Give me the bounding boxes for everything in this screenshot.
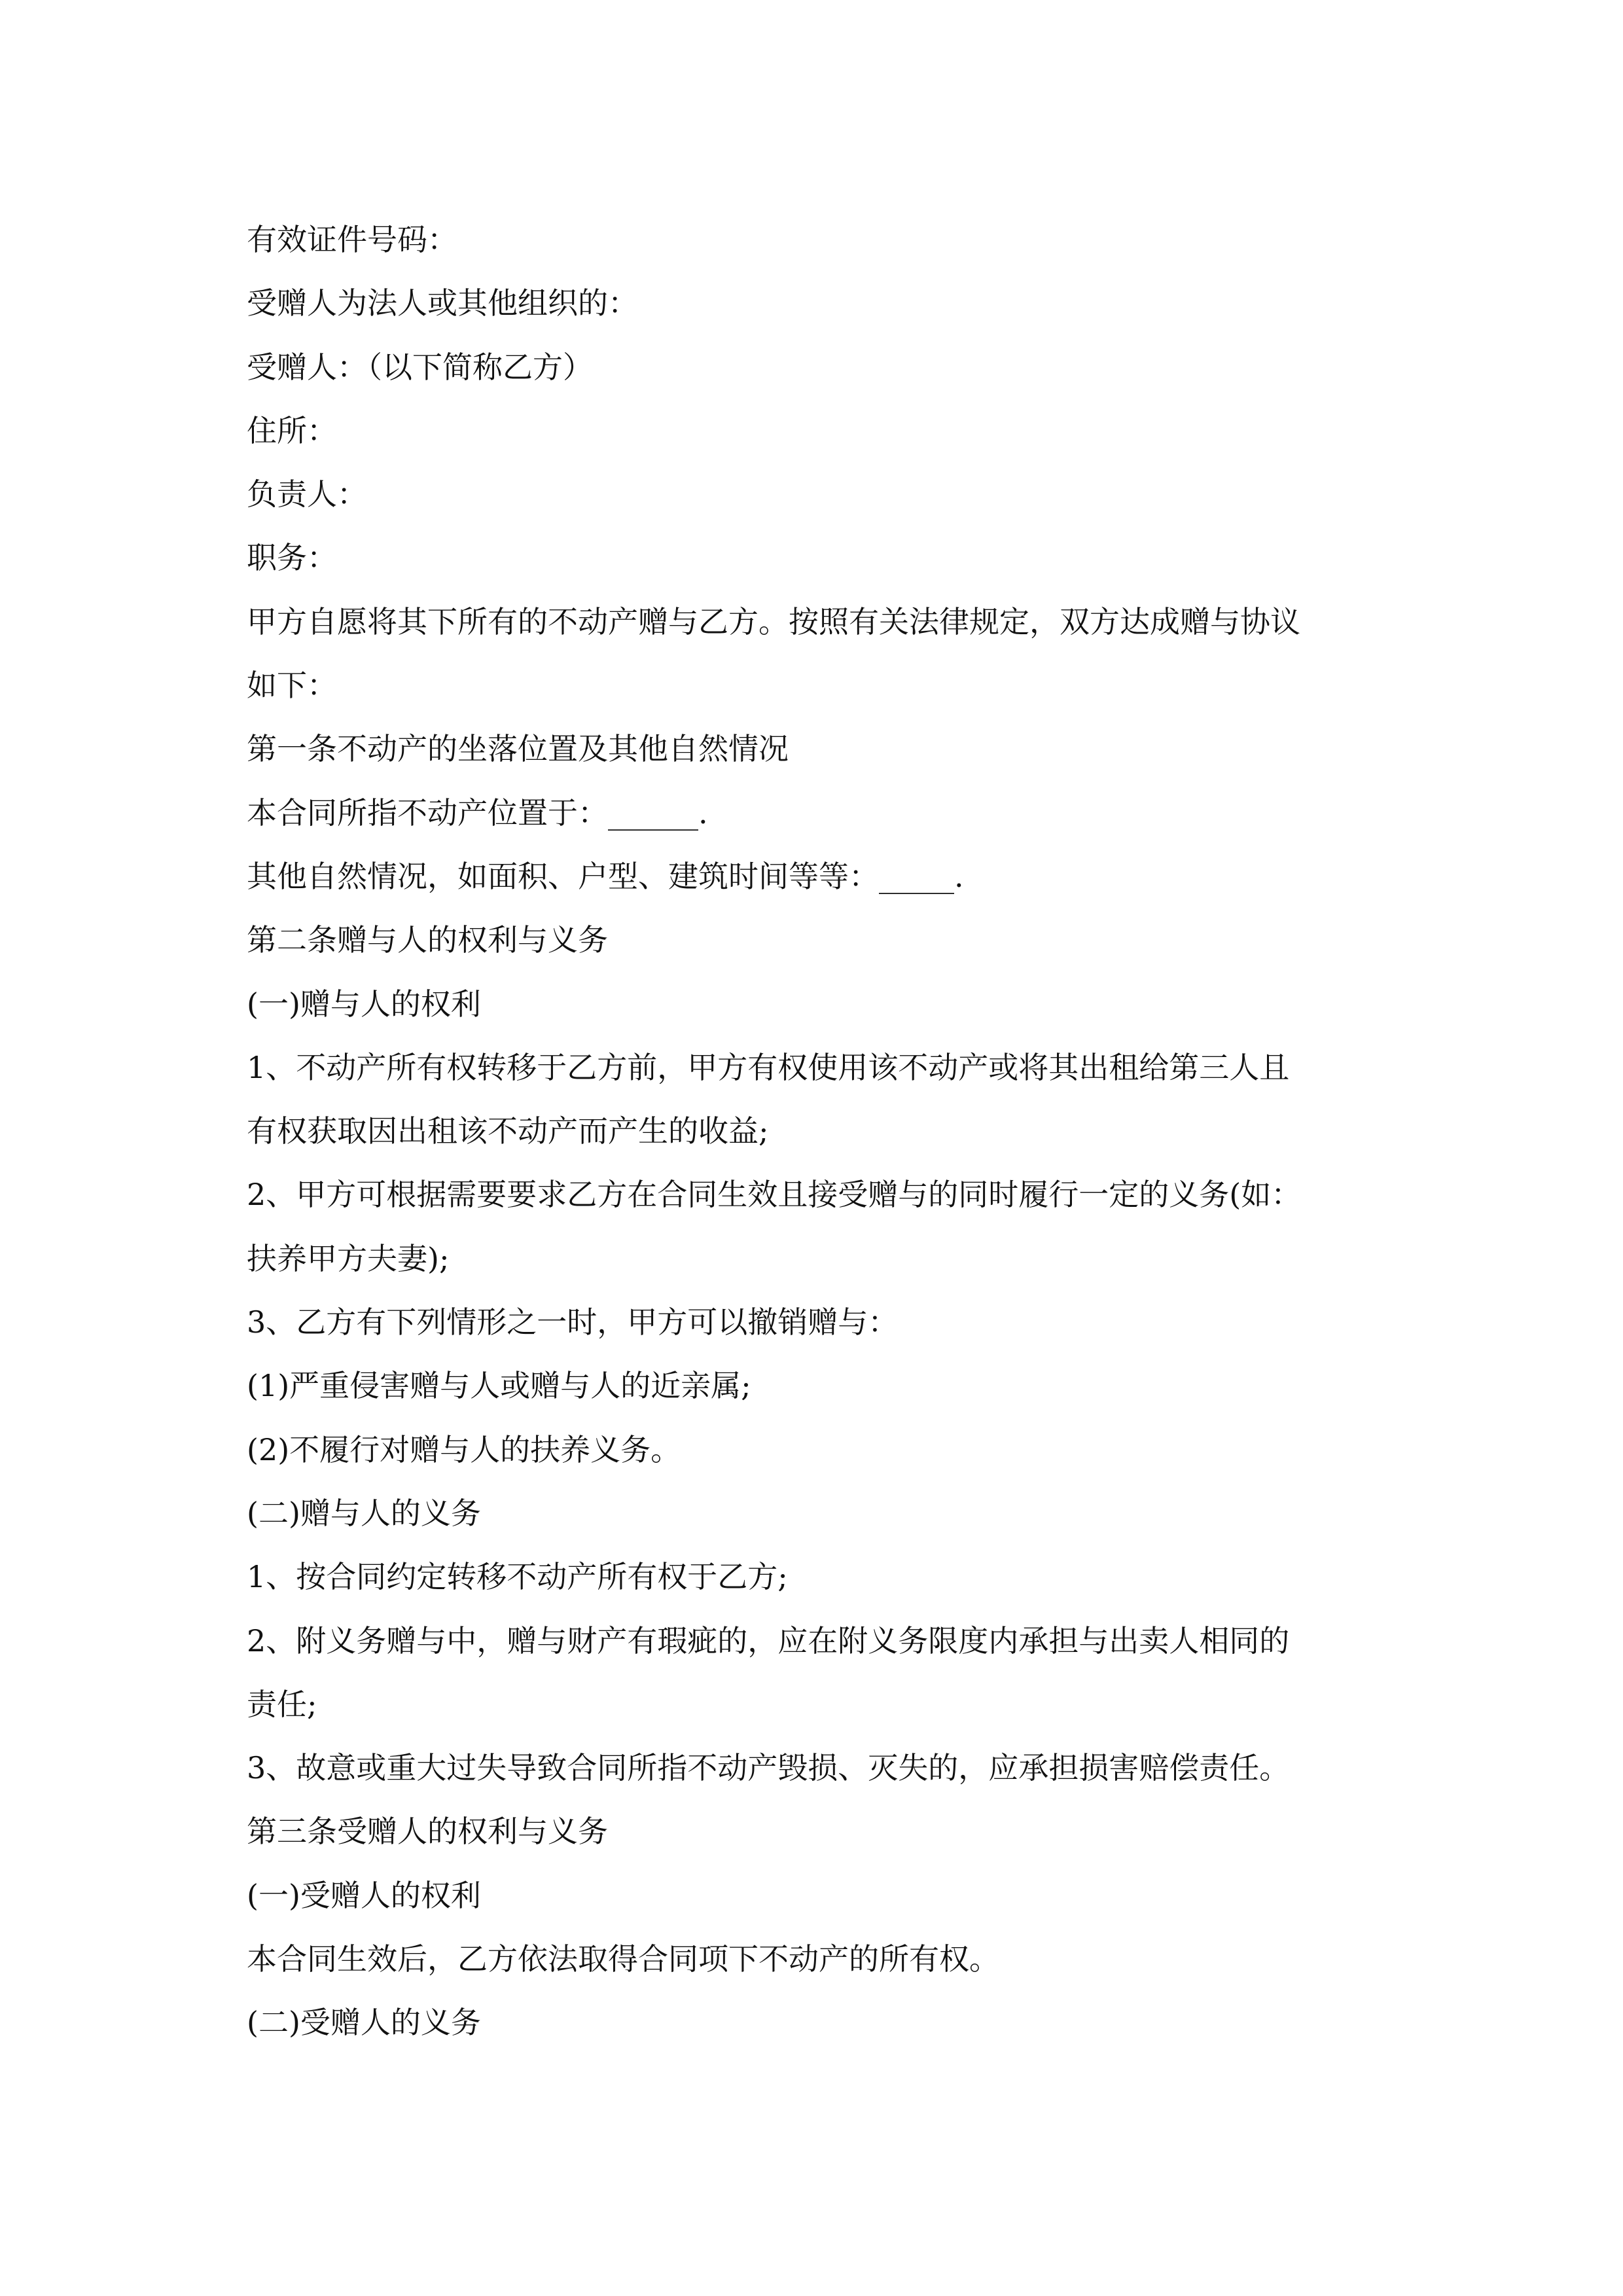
text-line: (1)严重侵害赠与人或赠与人的近亲属;	[247, 1368, 751, 1404]
text-line: 1、按合同约定转移不动产所有权于乙方;	[247, 1559, 788, 1595]
document-body	[247, 208, 1385, 2055]
text-line: 职务：	[247, 540, 337, 576]
text-line: 负责人：	[247, 476, 367, 512]
section-heading: 第二条赠与人的权利与义务	[247, 922, 608, 958]
section-heading: 第三条受赠人的权利与义务	[247, 1814, 608, 1850]
text-line: 责任;	[247, 1686, 317, 1722]
text-line: 如下：	[247, 668, 337, 704]
section-heading: 第一条不动产的坐落位置及其他自然情况	[247, 731, 789, 767]
text-line: 扶养甲方夫妻);	[247, 1240, 450, 1276]
text-line: 2、甲方可根据需要要求乙方在合同生效且接受赠与的同时履行一定的义务(如：	[247, 1177, 1302, 1213]
subsection-heading: (一)赠与人的权利	[247, 986, 481, 1022]
text-line: 受赠人：（以下简称乙方）	[247, 349, 593, 385]
text-line: 甲方自愿将其下所有的不动产赠与乙方。按照有关法律规定，双方达成赠与协议	[247, 603, 1300, 639]
text-line: 2、附义务赠与中，赠与财产有瑕疵的，应在附义务限度内承担与出卖人相同的	[247, 1623, 1290, 1659]
text-line: 住所：	[247, 412, 337, 448]
text-line: 其他自然情况，如面积、户型、建筑时间等等：_____.	[247, 858, 964, 894]
text-line: (2)不履行对赠与人的扶养义务。	[247, 1431, 681, 1467]
text-line: 本合同所指不动产位置于：______.	[247, 795, 708, 831]
text-line: 有效证件号码：	[247, 222, 457, 257]
text-line: 本合同生效后，乙方依法取得合同项下不动产的所有权。	[247, 1941, 999, 1977]
subsection-heading: (二)受赠人的义务	[247, 2005, 481, 2041]
text-line: 3、故意或重大过失导致合同所指不动产毁损、灭失的，应承担损害赔偿责任。	[247, 1750, 1290, 1786]
text-line: 3、乙方有下列情形之一时，甲方可以撤销赠与：	[247, 1304, 899, 1340]
subsection-heading: (二)赠与人的义务	[247, 1495, 481, 1531]
text-line: 1、不动产所有权转移于乙方前，甲方有权使用该不动产或将其出租给第三人且	[247, 1049, 1290, 1085]
subsection-heading: (一)受赠人的权利	[247, 1877, 481, 1913]
text-line: 受赠人为法人或其他组织的：	[247, 285, 638, 321]
text-line: 有权获取因出租该不动产而产生的收益;	[247, 1113, 769, 1149]
